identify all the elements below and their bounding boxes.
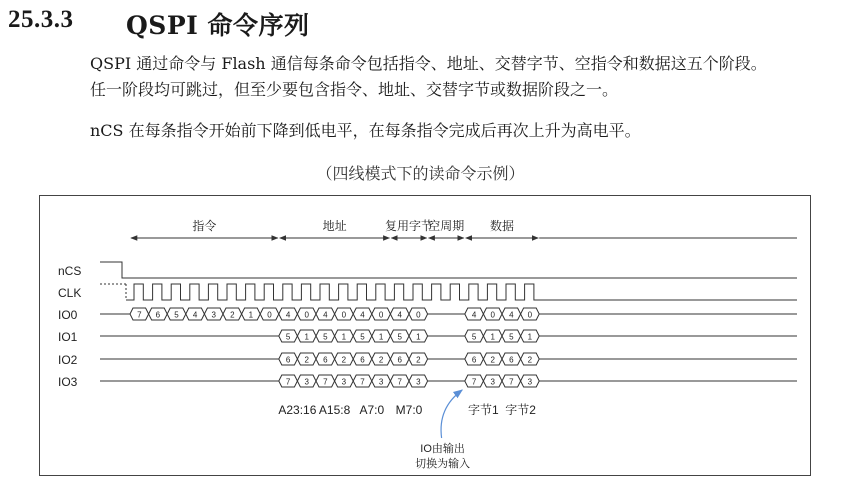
io2-bit-20: 6: [509, 355, 514, 365]
io0-bit-21: 0: [527, 310, 533, 320]
io3-bit-12: 7: [360, 377, 365, 387]
byte-label-1: A15:8: [318, 403, 351, 417]
io0-bit-13: 0: [378, 310, 384, 320]
byte-label-2: A7:0: [359, 403, 385, 417]
phase-label-3: 空周期: [428, 219, 465, 233]
io1-bit-11: 1: [341, 332, 347, 342]
annotation-line-1: IO由输出: [420, 443, 465, 455]
io3-bit-15: 3: [416, 377, 421, 387]
io1-bit-15: 1: [416, 332, 421, 342]
io1-bit-8: 5: [285, 332, 291, 342]
io3-bit-19: 3: [490, 377, 495, 387]
io2-bit-14: 6: [397, 355, 402, 365]
io2-bit-8: 6: [285, 355, 291, 365]
io0-bit-4: 3: [211, 310, 216, 320]
byte-label-4: 字节1: [468, 403, 499, 417]
io0-bit-8: 4: [285, 310, 291, 320]
io2-bit-21: 2: [527, 355, 533, 365]
io3-bit-21: 3: [527, 377, 533, 387]
io0-bit-3: 4: [192, 310, 198, 320]
section-number: 25.3.3: [8, 6, 74, 33]
io2-bit-13: 2: [378, 355, 384, 365]
io0-bit-11: 0: [341, 310, 347, 320]
signal-name-clk: CLK: [58, 286, 82, 300]
annotation-line-2: 切换为输入: [415, 458, 471, 470]
signal-name-ncs: nCS: [58, 264, 82, 278]
signal-name-io3: IO3: [58, 375, 78, 389]
io1-bit-18: 5: [471, 332, 477, 342]
io2-bit-11: 2: [341, 355, 347, 365]
io0-bit-20: 4: [509, 310, 514, 320]
io1-bit-13: 1: [378, 332, 384, 342]
io0-bit-15: 0: [416, 310, 421, 320]
io1-bit-20: 5: [509, 332, 514, 342]
io3-bit-11: 3: [341, 377, 347, 387]
io0-bit-9: 0: [304, 310, 309, 320]
signal-name-io0: IO0: [58, 308, 78, 322]
io0-bit-1: 6: [155, 310, 161, 320]
io0-bit-7: 0: [267, 310, 272, 320]
io1-bit-14: 5: [397, 332, 402, 342]
io0-bit-10: 4: [323, 310, 328, 320]
io3-bit-18: 7: [471, 377, 477, 387]
ncs-waveform: [100, 262, 797, 278]
io0-bit-12: 4: [360, 310, 365, 320]
io0-bit-2: 5: [174, 310, 179, 320]
io3-bit-13: 3: [378, 377, 384, 387]
io2-bit-12: 6: [360, 355, 365, 365]
byte-label-3: M7:0: [395, 403, 423, 417]
io0-bit-18: 4: [471, 310, 477, 320]
io1-bit-21: 1: [527, 332, 533, 342]
byte-label-5: 字节2: [505, 403, 536, 417]
paragraph-line-1: QSPI 通过命令与 Flash 通信每条命令包括指令、地址、交替字节、空指令和数据这五个阶段。: [90, 54, 767, 73]
io2-bit-19: 2: [490, 355, 495, 365]
direction-change-arrow: [441, 390, 462, 438]
io0-bit-19: 0: [490, 310, 495, 320]
io1-bit-19: 1: [490, 332, 495, 342]
io2-bit-9: 2: [304, 355, 309, 365]
io2-bit-18: 6: [471, 355, 477, 365]
io3-bit-8: 7: [285, 377, 291, 387]
clk-waveform: [126, 284, 797, 300]
io0-bit-14: 4: [397, 310, 402, 320]
io2-bit-15: 2: [416, 355, 421, 365]
phase-label-1: 地址: [322, 219, 347, 233]
phase-label-2: 复用字节: [384, 219, 434, 233]
io3-bit-9: 3: [304, 377, 309, 387]
io1-bit-10: 5: [323, 332, 328, 342]
byte-label-0: A23:16: [278, 403, 317, 417]
io3-bit-20: 7: [509, 377, 514, 387]
phase-label-4: 数据: [489, 219, 515, 233]
io0-bit-5: 2: [230, 310, 235, 320]
paragraph-line-2: 任一阶段均可跳过，但至少要包含指令、地址、交替字节或数据阶段之一。: [90, 80, 619, 99]
io0-bit-0: 7: [137, 310, 142, 320]
io1-bit-9: 1: [304, 332, 309, 342]
figure-caption: （四线模式下的读命令示例）: [316, 164, 525, 183]
io0-bit-6: 1: [248, 310, 254, 320]
phase-label-0: 指令: [192, 219, 217, 233]
io2-bit-10: 6: [323, 355, 328, 365]
io3-bit-14: 7: [397, 377, 402, 387]
io3-bit-10: 7: [323, 377, 328, 387]
signal-name-io1: IO1: [58, 330, 78, 344]
timing-diagram-svg: [40, 196, 812, 477]
io1-bit-12: 5: [360, 332, 365, 342]
timing-diagram: [39, 195, 811, 476]
section-title: QSPI 命令序列: [126, 11, 310, 40]
paragraph-line-3: nCS 在每条指令开始前下降到低电平，在每条指令完成后再次上升为高电平。: [90, 121, 641, 140]
signal-name-io2: IO2: [58, 353, 78, 367]
